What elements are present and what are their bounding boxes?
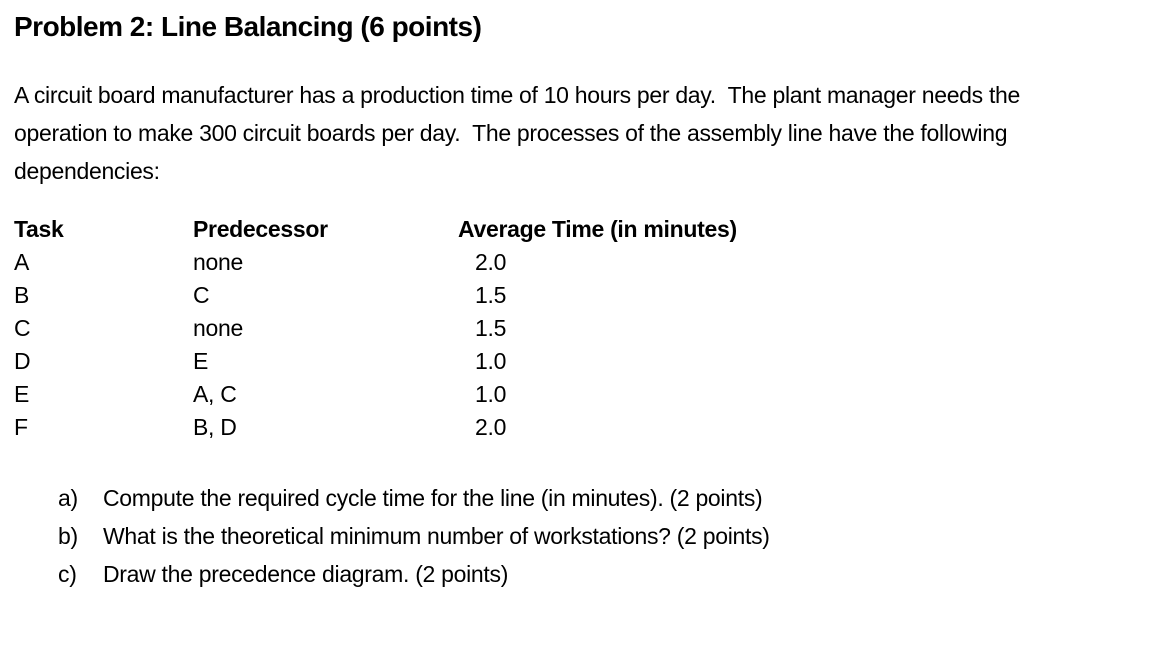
- avg-time-cell: 1.0: [475, 381, 507, 407]
- avg-time-cell: 1.5: [475, 315, 507, 341]
- avg-time-cell: 2.0: [475, 249, 507, 275]
- problem-title: Problem 2: Line Balancing (6 points): [14, 11, 482, 42]
- predecessor-cell: A, C: [193, 381, 237, 407]
- header-predecessor: Predecessor: [193, 216, 328, 242]
- task-cell: A: [14, 249, 30, 275]
- avg-time-cell: 1.0: [475, 348, 507, 374]
- question-text: Draw the precedence diagram. (2 points): [103, 561, 509, 587]
- task-table: [14, 216, 737, 447]
- avg-time-cell: 1.5: [475, 282, 507, 308]
- task-cell: E: [14, 381, 30, 407]
- table-row: [14, 249, 737, 282]
- table-row: [14, 414, 737, 447]
- avg-time-cell: 2.0: [475, 414, 507, 440]
- header-task: Task: [14, 216, 64, 242]
- question-list: [14, 479, 1168, 593]
- task-cell: C: [14, 315, 31, 341]
- table-row: [14, 381, 737, 414]
- question-label: b): [58, 523, 78, 549]
- predecessor-cell: E: [193, 348, 209, 374]
- intro-line: dependencies:: [14, 158, 160, 184]
- intro-line: A circuit board manufacturer has a production time of 10 hours per day. The plant manager needs the: [14, 82, 1021, 108]
- predecessor-cell: C: [193, 282, 210, 308]
- question-item-b: [14, 517, 1168, 555]
- table-header-row: [14, 216, 737, 249]
- question-text: Compute the required cycle time for the line (in minutes). (2 points): [103, 485, 763, 511]
- header-avg-time: Average Time (in minutes): [458, 216, 737, 242]
- question-label: c): [58, 561, 77, 587]
- question-text: What is the theoretical minimum number of workstations? (2 points): [103, 523, 770, 549]
- predecessor-cell: none: [193, 315, 243, 341]
- question-item-a: [14, 479, 1168, 517]
- predecessor-cell: B, D: [193, 414, 237, 440]
- intro-line: operation to make 300 circuit boards per day. The processes of the assembly line have the following: [14, 120, 1008, 146]
- table-row: [14, 315, 737, 348]
- question-label: a): [58, 485, 78, 511]
- task-cell: B: [14, 282, 30, 308]
- predecessor-cell: none: [193, 249, 243, 275]
- intro-paragraph: [14, 76, 1168, 190]
- task-cell: D: [14, 348, 31, 374]
- question-item-c: [14, 555, 1168, 593]
- table-row: [14, 348, 737, 381]
- task-cell: F: [14, 414, 28, 440]
- table-row: [14, 282, 737, 315]
